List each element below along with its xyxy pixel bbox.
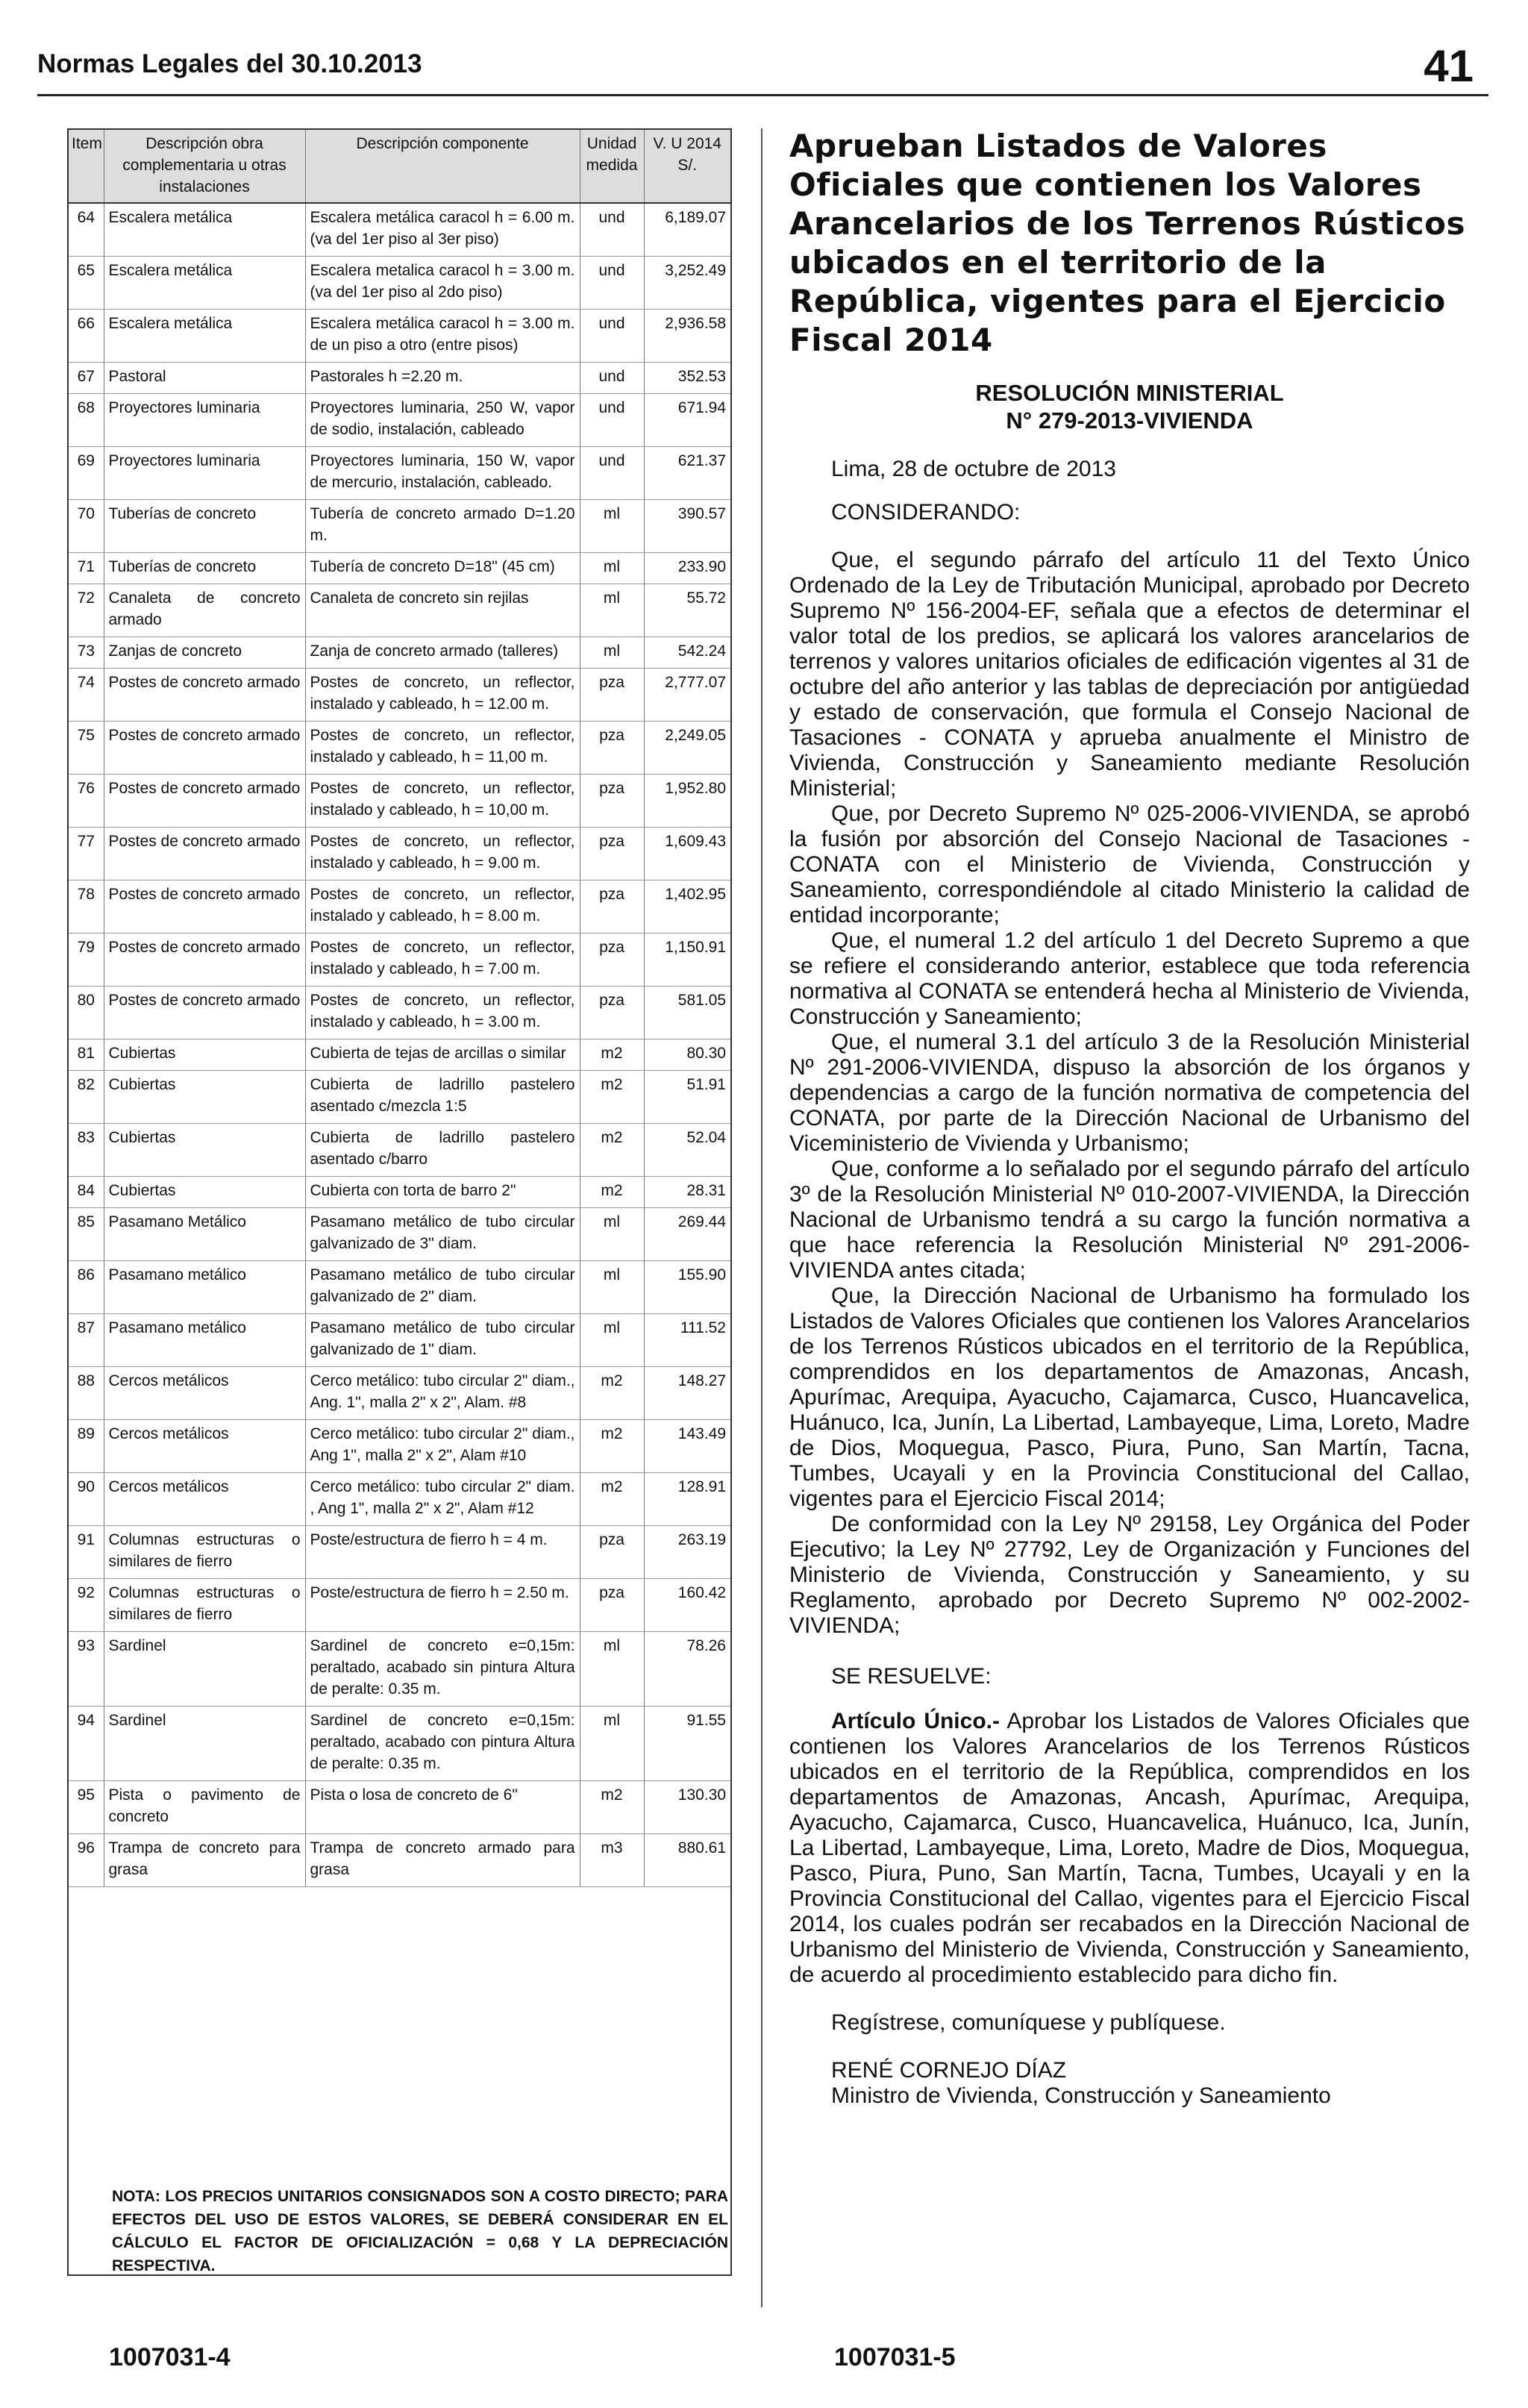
row-unidad: pza	[580, 775, 644, 828]
row-unidad: und	[580, 203, 644, 257]
row-unidad: ml	[580, 553, 644, 584]
row-componente: Postes de concreto, un reflector, instalado y cableado, h = 9.00 m.	[305, 828, 580, 881]
header-item: Item	[69, 130, 104, 203]
row-componente: Proyectores luminaria, 150 W, vapor de mercurio, instalación, cableado.	[305, 447, 580, 500]
table-row	[69, 1473, 730, 1526]
considering-paragraph: Que, por Decreto Supremo Nº 025-2006-VIVIENDA, se aprobó la fusión por absorción del Consejo Nacional de Tasaciones - CONATA con el Ministerio de Vivienda, Construcción y Saneamiento, correspondiéndole al citado Ministerio la calidad de entidad incorporante;	[789, 801, 1470, 928]
article-date: Lima, 28 de octubre de 2013	[831, 457, 1116, 481]
row-item: 68	[69, 394, 104, 447]
row-valor: 143.49	[644, 1420, 730, 1473]
row-item: 82	[69, 1071, 104, 1124]
row-item: 66	[69, 310, 104, 363]
row-valor: 80.30	[644, 1039, 730, 1071]
row-item: 76	[69, 775, 104, 828]
row-componente: Cubierta de ladrillo pastelero asentado c/barro	[305, 1124, 580, 1177]
table-row	[69, 394, 730, 447]
row-item: 77	[69, 828, 104, 881]
row-valor: 269.44	[644, 1208, 730, 1261]
values-table-container	[67, 128, 732, 2276]
row-unidad: m2	[580, 1039, 644, 1071]
row-unidad: m2	[580, 1473, 644, 1526]
row-obra: Tuberías de concreto	[104, 553, 305, 584]
table-row	[69, 775, 730, 828]
row-componente: Cerco metálico: tubo circular 2" diam., Ang. 1", malla 2" x 2", Alam. #8	[305, 1367, 580, 1420]
table-row	[69, 363, 730, 394]
row-unidad: und	[580, 394, 644, 447]
row-valor: 621.37	[644, 447, 730, 500]
row-unidad: und	[580, 447, 644, 500]
row-unidad: ml	[580, 1632, 644, 1707]
column-divider	[761, 128, 763, 2307]
header-obra: Descripción obra complementaria u otras instalaciones	[104, 130, 305, 203]
row-valor: 263.19	[644, 1526, 730, 1579]
table-row	[69, 1834, 730, 1887]
row-valor: 148.27	[644, 1367, 730, 1420]
row-obra: Cubiertas	[104, 1177, 305, 1208]
table-row	[69, 447, 730, 500]
page-header	[37, 41, 1488, 96]
row-unidad: pza	[580, 669, 644, 722]
table-row	[69, 500, 730, 553]
considering-paragraph: Que, el segundo párrafo del artículo 11 del Texto Único Ordenado de la Ley de Tributación Municipal, aprobado por Decreto Supremo Nº 156-2004-EF, señala que a efectos de determinar el valor total de los predios, se aplicará los valores arancelarios de terrenos y valores unitarios oficiales de edificación vigentes al 31 de octubre del año anterior y las tablas de depreciación por antigüedad y estado de conservación, que formula el Consejo Nacional de Tasaciones - CONATA y aprueba anualmente el Ministro de Vivienda, Construcción y Saneamiento mediante Resolución Ministerial;	[789, 548, 1470, 801]
table-row	[69, 1071, 730, 1124]
row-item: 86	[69, 1261, 104, 1314]
row-obra: Proyectores luminaria	[104, 447, 305, 500]
table-row	[69, 310, 730, 363]
row-valor: 542.24	[644, 637, 730, 669]
row-item: 65	[69, 257, 104, 310]
row-valor: 91.55	[644, 1707, 730, 1781]
row-componente: Cubierta de ladrillo pastelero asentado c/mezcla 1:5	[305, 1071, 580, 1124]
row-unidad: ml	[580, 1208, 644, 1261]
table-row	[69, 1208, 730, 1261]
row-componente: Proyectores luminaria, 250 W, vapor de sodio, instalación, cableado	[305, 394, 580, 447]
row-componente: Postes de concreto, un reflector, instalado y cableado, h = 11,00 m.	[305, 722, 580, 775]
row-item: 74	[69, 669, 104, 722]
row-item: 75	[69, 722, 104, 775]
row-unidad: pza	[580, 828, 644, 881]
row-obra: Sardinel	[104, 1632, 305, 1707]
row-obra: Pasamano metálico	[104, 1261, 305, 1314]
row-obra: Cubiertas	[104, 1039, 305, 1071]
row-unidad: pza	[580, 986, 644, 1039]
row-componente: Postes de concreto, un reflector, instalado y cableado, h = 10,00 m.	[305, 775, 580, 828]
table-row	[69, 1632, 730, 1707]
row-unidad: m2	[580, 1367, 644, 1420]
left-notice-code: 1007031-4	[109, 2343, 231, 2371]
row-valor: 880.61	[644, 1834, 730, 1887]
row-unidad: pza	[580, 881, 644, 934]
row-obra: Columnas estructuras o similares de fierro	[104, 1526, 305, 1579]
table-row	[69, 1707, 730, 1781]
row-unidad: ml	[580, 1261, 644, 1314]
row-unidad: und	[580, 363, 644, 394]
row-valor: 233.90	[644, 553, 730, 584]
row-valor: 352.53	[644, 363, 730, 394]
values-table	[69, 130, 730, 1887]
row-unidad: ml	[580, 584, 644, 637]
row-valor: 128.91	[644, 1473, 730, 1526]
row-unidad: pza	[580, 934, 644, 986]
row-item: 85	[69, 1208, 104, 1261]
row-componente: Sardinel de concreto e=0,15m: peraltado, acabado con pintura Altura de peralte: 0.35 m.	[305, 1707, 580, 1781]
row-componente: Tubería de concreto armado D=1.20 m.	[305, 500, 580, 553]
row-obra: Columnas estructuras o similares de fierro	[104, 1579, 305, 1632]
row-valor: 1,952.80	[644, 775, 730, 828]
row-valor: 2,777.07	[644, 669, 730, 722]
row-obra: Cercos metálicos	[104, 1420, 305, 1473]
article-label: Artículo Único.-	[831, 1709, 1000, 1733]
considering-paragraph: Que, la Dirección Nacional de Urbanismo ha formulado los Listados de Valores Oficiales que contienen los Valores Arancelarios de los Terrenos Rústicos ubicados en el territorio de la República, comprendidos en los departamentos de Amazonas, Ancash, Apurímac, Arequipa, Ayacucho, Cajamarca, Cusco, Huancavelica, Huánuco, Ica, Junín, La Libertad, Lambayeque, Lima, Loreto, Madre de Dios, Moquegua, Pasco, Piura, Puno, San Martín, Tacna, Tumbes, Ucayali y en la Provincia Constitucional del Callao, vigentes para el Ejercicio Fiscal 2014;	[789, 1283, 1470, 1511]
table-row	[69, 986, 730, 1039]
row-componente: Zanja de concreto armado (talleres)	[305, 637, 580, 669]
row-item: 69	[69, 447, 104, 500]
row-unidad: m2	[580, 1177, 644, 1208]
row-item: 93	[69, 1632, 104, 1707]
table-row	[69, 1367, 730, 1420]
row-valor: 581.05	[644, 986, 730, 1039]
row-valor: 160.42	[644, 1579, 730, 1632]
table-row	[69, 637, 730, 669]
row-valor: 390.57	[644, 500, 730, 553]
row-item: 89	[69, 1420, 104, 1473]
table-body	[69, 203, 730, 1887]
row-obra: Postes de concreto armado	[104, 881, 305, 934]
row-componente: Postes de concreto, un reflector, instalado y cableado, h = 3.00 m.	[305, 986, 580, 1039]
row-unidad: pza	[580, 722, 644, 775]
row-item: 81	[69, 1039, 104, 1071]
row-componente: Cerco metálico: tubo circular 2" diam., Ang 1", malla 2" x 2", Alam #10	[305, 1420, 580, 1473]
row-valor: 6,189.07	[644, 203, 730, 257]
row-item: 64	[69, 203, 104, 257]
header-unidad: Unidad medida	[580, 130, 644, 203]
considering-paragraph: Que, el numeral 1.2 del artículo 1 del Decreto Supremo a que se refiere el considerando anterior, establece que toda referencia normativa al CONATA se entenderá hecha al Ministerio de Vivienda, Construcción y Saneamiento;	[789, 928, 1470, 1029]
row-valor: 111.52	[644, 1314, 730, 1367]
row-valor: 2,249.05	[644, 722, 730, 775]
row-componente: Tubería de concreto D=18" (45 cm)	[305, 553, 580, 584]
row-obra: Cubiertas	[104, 1071, 305, 1124]
row-obra: Pastoral	[104, 363, 305, 394]
row-valor: 52.04	[644, 1124, 730, 1177]
considering-paragraph: Que, conforme a lo señalado por el segundo párrafo del artículo 3º de la Resolución Ministerial Nº 010-2007-VIVIENDA, la Dirección Nacional de Urbanismo tendrá a su cargo la función normativa a que hace referencia la Resolución Ministerial Nº 291-2006-VIVIENDA antes citada;	[789, 1157, 1470, 1283]
row-item: 80	[69, 986, 104, 1039]
signer-name: RENÉ CORNEJO DÍAZ	[831, 2058, 1067, 2083]
row-obra: Cercos metálicos	[104, 1367, 305, 1420]
row-valor: 1,150.91	[644, 934, 730, 986]
header-componente: Descripción componente	[305, 130, 580, 203]
table-row	[69, 1420, 730, 1473]
row-item: 95	[69, 1781, 104, 1834]
row-unidad: m3	[580, 1834, 644, 1887]
row-item: 78	[69, 881, 104, 934]
article-title: Aprueban Listados de Valores Oficiales que contienen los Valores Arancelarios de los Terrenos Rústicos ubicados en el territorio de la República, vigentes para el Ejercicio Fiscal 2014	[789, 128, 1466, 358]
table-row	[69, 1261, 730, 1314]
table-row	[69, 1039, 730, 1071]
row-unidad: ml	[580, 637, 644, 669]
row-unidad: und	[580, 257, 644, 310]
table-row	[69, 669, 730, 722]
row-valor: 28.31	[644, 1177, 730, 1208]
row-obra: Postes de concreto armado	[104, 669, 305, 722]
signer-title: Ministro de Vivienda, Construcción y Saneamiento	[831, 2083, 1331, 2108]
row-obra: Proyectores luminaria	[104, 394, 305, 447]
table-row	[69, 1314, 730, 1367]
table-row	[69, 584, 730, 637]
row-obra: Pasamano metálico	[104, 1314, 305, 1367]
row-unidad: m2	[580, 1420, 644, 1473]
table-row	[69, 828, 730, 881]
row-componente: Pista o losa de concreto de 6"	[305, 1781, 580, 1834]
row-obra: Pasamano Metálico	[104, 1208, 305, 1261]
table-row	[69, 1177, 730, 1208]
row-componente: Cerco metálico: tubo circular 2" diam. , Ang 1", malla 2" x 2", Alam #12	[305, 1473, 580, 1526]
resolution-number: N° 279-2013-VIVIENDA	[1006, 407, 1253, 434]
row-componente: Escalera metálica caracol h = 6.00 m. (va del 1er piso al 3er piso)	[305, 203, 580, 257]
row-item: 88	[69, 1367, 104, 1420]
row-obra: Tuberías de concreto	[104, 500, 305, 553]
header-valor: V. U 2014 S/.	[644, 130, 730, 203]
row-valor: 1,402.95	[644, 881, 730, 934]
row-componente: Pasamano metálico de tubo circular galvanizado de 2" diam.	[305, 1261, 580, 1314]
row-obra: Postes de concreto armado	[104, 986, 305, 1039]
row-item: 91	[69, 1526, 104, 1579]
row-obra: Postes de concreto armado	[104, 828, 305, 881]
row-valor: 51.91	[644, 1071, 730, 1124]
publication-title: Normas Legales del 30.10.2013	[37, 49, 422, 78]
page-number: 41	[1424, 41, 1474, 91]
table-row	[69, 257, 730, 310]
row-unidad: ml	[580, 1707, 644, 1781]
row-item: 83	[69, 1124, 104, 1177]
row-obra: Sardinel	[104, 1707, 305, 1781]
considering-paragraph: Que, el numeral 3.1 del artículo 3 de la Resolución Ministerial Nº 291-2006-VIVIENDA, dispuso la absorción de los órganos y dependencias a cargo de la función normativa de competencia del CONATA, por parte de la Dirección Nacional de Urbanismo del Viceministerio de Vivienda y Urbanismo;	[789, 1030, 1470, 1156]
row-obra: Canaleta de concreto armado	[104, 584, 305, 637]
right-notice-code: 1007031-5	[834, 2343, 956, 2371]
article-text: Aprobar los Listados de Valores Oficiales que contienen los Valores Arancelarios de los Terrenos Rústicos ubicados en el territorio de la República, comprendidos en los departamentos de Amazonas, Ancash, Apurímac, Arequipa, Ayacucho, Cajamarca, Cusco, Huancavelica, Huánuco, Ica, Junín, La Libertad, Lambayeque, Lima, Loreto, Madre de Dios, Moquegua, Pasco, Piura, Puno, San Martín, Tacna, Tumbes, Ucayali y en la Provincia Constitucional del Callao, vigentes para el Ejercicio Fiscal 2014, los cuales podrán ser recabados en la Dirección Nacional de Urbanismo del Ministerio de Vivienda, Construcción y Saneamiento, de acuerdo al procedimiento establecido para dicho fin.	[789, 1709, 1470, 1987]
article-column	[789, 127, 1470, 2109]
resolution-heading	[789, 379, 1470, 434]
row-unidad: pza	[580, 1526, 644, 1579]
row-item: 96	[69, 1834, 104, 1887]
considering-paragraphs	[789, 548, 1470, 1639]
row-obra: Postes de concreto armado	[104, 934, 305, 986]
row-item: 71	[69, 553, 104, 584]
row-valor: 1,609.43	[644, 828, 730, 881]
row-obra: Zanjas de concreto	[104, 637, 305, 669]
row-componente: Escalera metalica caracol h = 3.00 m. (va del 1er piso al 2do piso)	[305, 257, 580, 310]
row-componente: Pastorales h =2.20 m.	[305, 363, 580, 394]
row-componente: Postes de concreto, un reflector, instalado y cableado, h = 12.00 m.	[305, 669, 580, 722]
row-obra: Escalera metálica	[104, 310, 305, 363]
closing-formula: Regístrese, comuníquese y publíquese.	[831, 2010, 1226, 2035]
row-unidad: m2	[580, 1124, 644, 1177]
table-row	[69, 934, 730, 986]
row-item: 79	[69, 934, 104, 986]
row-valor: 130.30	[644, 1781, 730, 1834]
table-row	[69, 203, 730, 257]
row-obra: Trampa de concreto para grasa	[104, 1834, 305, 1887]
table-row	[69, 1579, 730, 1632]
row-componente: Sardinel de concreto e=0,15m: peraltado, acabado sin pintura Altura de peralte: 0.35 m.	[305, 1632, 580, 1707]
row-unidad: m2	[580, 1781, 644, 1834]
row-valor: 3,252.49	[644, 257, 730, 310]
row-item: 92	[69, 1579, 104, 1632]
table-row	[69, 881, 730, 934]
row-obra: Escalera metálica	[104, 203, 305, 257]
row-item: 72	[69, 584, 104, 637]
row-componente: Canaleta de concreto sin rejilas	[305, 584, 580, 637]
row-unidad: m2	[580, 1071, 644, 1124]
row-obra: Pista o pavimento de concreto	[104, 1781, 305, 1834]
table-note: NOTA: LOS PRECIOS UNITARIOS CONSIGNADOS SON A COSTO DIRECTO; PARA EFECTOS DEL USO DE ESTOS VALORES, SE DEBERÁ CONSIDERAR EN EL CÁLCULO EL FACTOR DE OFICIALIZACIÓN = 0,68 Y LA DEPRECIACIÓN RESPECTIVA.	[112, 2188, 728, 2274]
row-componente: Cubierta de tejas de arcillas o similar	[305, 1039, 580, 1071]
row-valor: 78.26	[644, 1632, 730, 1707]
resolution-type: RESOLUCIÓN MINISTERIAL	[975, 380, 1284, 406]
row-valor: 155.90	[644, 1261, 730, 1314]
row-item: 70	[69, 500, 104, 553]
row-valor: 55.72	[644, 584, 730, 637]
row-componente: Poste/estructura de fierro h = 4 m.	[305, 1526, 580, 1579]
row-componente: Pasamano metálico de tubo circular galvanizado de 3" diam.	[305, 1208, 580, 1261]
row-valor: 2,936.58	[644, 310, 730, 363]
row-obra: Cubiertas	[104, 1124, 305, 1177]
row-item: 67	[69, 363, 104, 394]
table-row	[69, 722, 730, 775]
row-componente: Poste/estructura de fierro h = 2.50 m.	[305, 1579, 580, 1632]
table-row	[69, 1526, 730, 1579]
row-item: 87	[69, 1314, 104, 1367]
row-componente: Postes de concreto, un reflector, instalado y cableado, h = 8.00 m.	[305, 881, 580, 934]
row-obra: Postes de concreto armado	[104, 722, 305, 775]
row-unidad: und	[580, 310, 644, 363]
row-item: 94	[69, 1707, 104, 1781]
table-row	[69, 553, 730, 584]
resolves-label: SE RESUELVE:	[831, 1664, 992, 1689]
considering-paragraph: De conformidad con la Ley Nº 29158, Ley Orgánica del Poder Ejecutivo; la Ley Nº 27792, Ley de Organización y Funciones del Ministerio de Vivienda, Construcción y Saneamiento, y su Reglamento, aprobado por Decreto Supremo Nº 002-2002-VIVIENDA;	[789, 1512, 1470, 1638]
row-obra: Escalera metálica	[104, 257, 305, 310]
row-item: 90	[69, 1473, 104, 1526]
row-valor: 671.94	[644, 394, 730, 447]
considering-label: CONSIDERANDO:	[831, 500, 1021, 525]
row-componente: Escalera metálica caracol h = 3.00 m. de un piso a otro (entre pisos)	[305, 310, 580, 363]
row-item: 84	[69, 1177, 104, 1208]
row-unidad: ml	[580, 1314, 644, 1367]
article-unique	[789, 1709, 1470, 1988]
row-componente: Postes de concreto, un reflector, instalado y cableado, h = 7.00 m.	[305, 934, 580, 986]
row-obra: Cercos metálicos	[104, 1473, 305, 1526]
table-header-row	[69, 130, 730, 203]
table-row	[69, 1781, 730, 1834]
table-row	[69, 1124, 730, 1177]
row-componente: Cubierta con torta de barro 2"	[305, 1177, 580, 1208]
row-item: 73	[69, 637, 104, 669]
row-componente: Pasamano metálico de tubo circular galvanizado de 1" diam.	[305, 1314, 580, 1367]
row-unidad: ml	[580, 500, 644, 553]
row-componente: Trampa de concreto armado para grasa	[305, 1834, 580, 1887]
row-unidad: pza	[580, 1579, 644, 1632]
row-obra: Postes de concreto armado	[104, 775, 305, 828]
